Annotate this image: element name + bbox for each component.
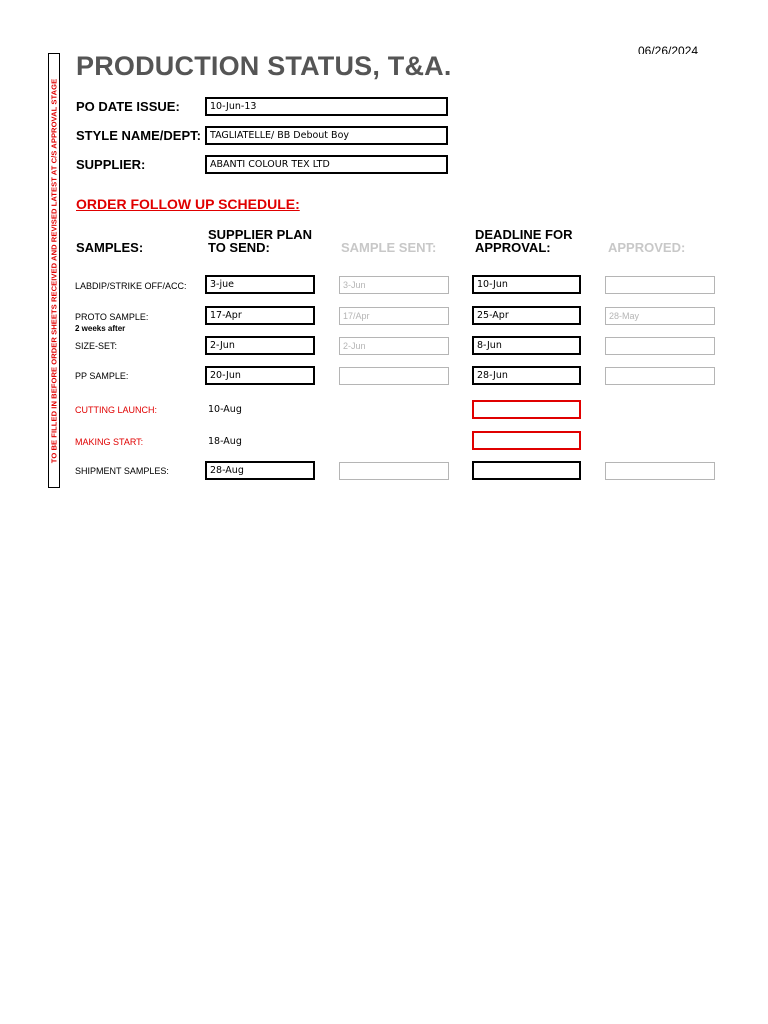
col-deadline — [475, 228, 573, 254]
style-name-label: STYLE NAME/DEPT: — [76, 128, 201, 143]
col-sample-sent: SAMPLE SENT: — [341, 240, 437, 255]
row-making-label: MAKING START: — [75, 437, 144, 447]
shipment-approved-field[interactable] — [605, 462, 715, 480]
pp-approved-field[interactable] — [605, 367, 715, 385]
col-approved: APPROVED: — [608, 240, 686, 255]
row-sizeset-label: SIZE-SET: — [75, 341, 118, 351]
style-name-field[interactable]: TAGLIATELLE/ BB Debout Boy — [205, 126, 448, 145]
shipment-deadline-field[interactable] — [472, 461, 581, 480]
proto-approved-field[interactable]: 28-May — [605, 307, 715, 325]
proto-plan-field[interactable]: 17-Apr — [205, 306, 315, 325]
labdip-plan-field[interactable]: 3-jue — [205, 275, 315, 294]
sizeset-sent-field[interactable]: 2-Jun — [339, 337, 449, 355]
pp-plan-field[interactable]: 20-Jun — [205, 366, 315, 385]
row-cutting-label: CUTTING LAUNCH: — [75, 405, 158, 415]
cutting-plan-value: 10-Aug — [208, 404, 242, 415]
pp-sent-field[interactable] — [339, 367, 449, 385]
labdip-sent-field[interactable]: 3-Jun — [339, 276, 449, 294]
shipment-plan-field[interactable]: 28-Aug — [205, 461, 315, 480]
sizeset-plan-field[interactable]: 2-Jun — [205, 336, 315, 355]
sizeset-approved-field[interactable] — [605, 337, 715, 355]
sizeset-deadline-field[interactable]: 8-Jun — [472, 336, 581, 355]
col-supplier-plan — [208, 228, 312, 254]
side-note-box — [48, 53, 60, 488]
row-proto-note: 2 weeks after — [75, 324, 126, 333]
col-deadline-line1: DEADLINE FOR — [475, 227, 573, 242]
page-title: PRODUCTION STATUS, T&A. — [76, 51, 452, 81]
col-supplier-plan-line1: SUPPLIER PLAN — [208, 227, 313, 242]
row-shipment-label: SHIPMENT SAMPLES: — [75, 466, 169, 476]
col-deadline-line2: APPROVAL: — [475, 240, 551, 255]
row-proto-label: PROTO SAMPLE: — [75, 312, 149, 322]
po-date-label: PO DATE ISSUE: — [76, 99, 180, 114]
col-supplier-plan-line2: TO SEND: — [208, 240, 270, 255]
print-date: 06/26/2024 — [638, 44, 699, 54]
labdip-approved-field[interactable] — [605, 276, 715, 294]
row-pp-label: PP SAMPLE: — [75, 371, 129, 381]
supplier-field[interactable]: ABANTI COLOUR TEX LTD — [205, 155, 448, 174]
making-deadline-field[interactable] — [472, 431, 581, 450]
supplier-label: SUPPLIER: — [76, 157, 146, 172]
shipment-sent-field[interactable] — [339, 462, 449, 480]
labdip-deadline-field[interactable]: 10-Jun — [472, 275, 581, 294]
making-plan-value: 18-Aug — [208, 436, 242, 447]
proto-deadline-field[interactable]: 25-Apr — [472, 306, 581, 325]
proto-sent-field[interactable]: 17/Apr — [339, 307, 449, 325]
po-date-field[interactable]: 10-Jun-13 — [205, 97, 448, 116]
pp-deadline-field[interactable]: 28-Jun — [472, 366, 581, 385]
section-title: ORDER FOLLOW UP SCHEDULE: — [76, 196, 300, 212]
col-samples: SAMPLES: — [76, 240, 144, 255]
cutting-deadline-field[interactable] — [472, 400, 581, 419]
side-note-text: TO BE FILLED IN BEFORE ORDER SHEETS RECEIVED AND REVISED LATEST AT C/S APPROVAL STAGE — [49, 78, 59, 463]
row-labdip-label: LABDIP/STRIKE OFF/ACC: — [75, 281, 187, 291]
